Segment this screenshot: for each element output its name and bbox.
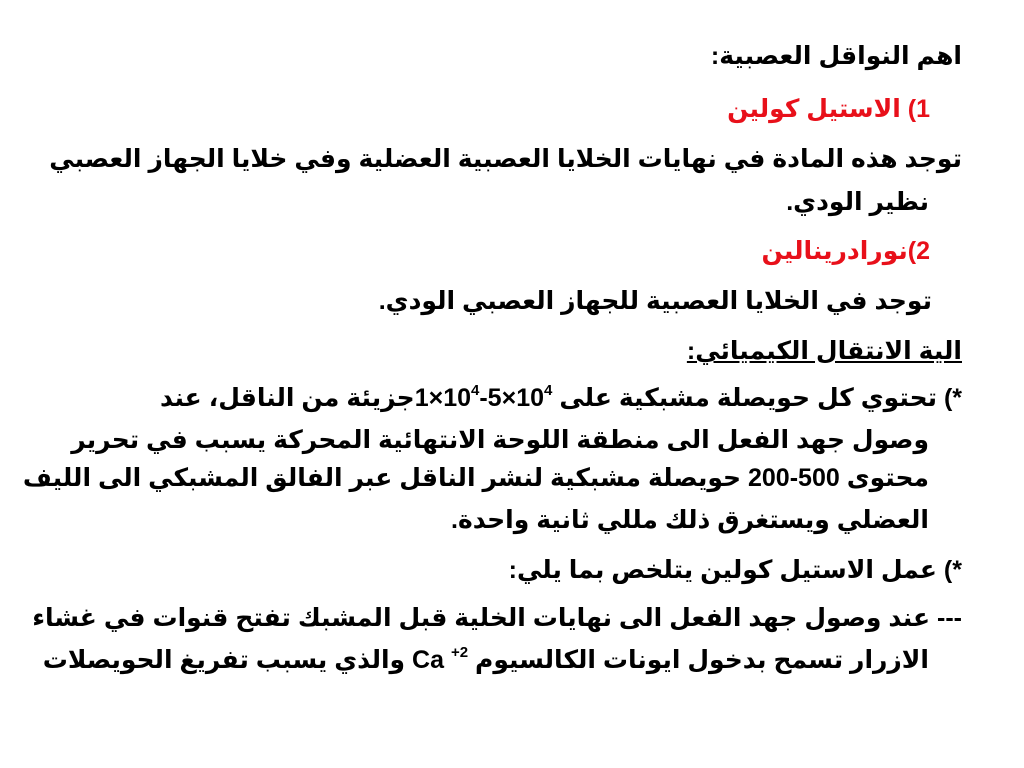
paragraph-3-line-1: *) تحتوي كل حويصلة مشبكية على $1\times 10^4-5\times 10^4جزيئة$ من الناقل، عند: [160, 381, 963, 412]
heading-text: اهم النواقل العصبية:: [710, 42, 962, 70]
paragraph-5-line-1: --- عند وصول جهد الفعل الى نهايات الخلية قبل المشبك تفتح قنوات في غشاء: [32, 604, 962, 632]
quantity-formula: $1\times 10^4-5\times 10^4$: [414, 381, 553, 412]
paragraph-4: *) عمل الاستيل كولين يتلخص بما يلي:: [508, 556, 962, 584]
calcium-ion: Ca $^{+2}$: [412, 643, 469, 674]
paragraph-5-line-2: الازرار تسمح بدخول ايونات الكالسيوم Ca $^{+2}$ والذي يسبب تفريغ الحويصلات: [42, 643, 929, 674]
paragraph-3-line-4: العضلي ويستغرق ذلك مللي ثانية واحدة.: [451, 506, 929, 534]
item-1-number: 1): [907, 95, 930, 123]
item-2-number: 2): [907, 237, 930, 265]
item-1-title: [727, 94, 930, 124]
paragraph-1-line-1: توجد هذه المادة في نهايات الخلايا العصبية العضلية وفي خلايا الجهاز العصبي: [49, 145, 962, 173]
paragraph-3-line-3: محتوى 500-200 حويصلة مشبكية لنشر الناقل عبر الفالق المشبكي الى الليف: [22, 464, 929, 492]
paragraph-3-line-2: وصول جهد الفعل الى منطقة اللوحة الانتهائية المحركة يسبب في تحرير: [71, 426, 929, 454]
item-2-label: نورادرينالين: [761, 237, 908, 265]
item-2-title: [761, 236, 930, 266]
paragraph-2: توجد في الخلايا العصبية للجهاز العصبي الودي.: [378, 287, 932, 315]
item-1-label: الاستيل كولين: [727, 95, 901, 123]
paragraph-1-line-2: نظير الودي.: [786, 188, 929, 216]
slide-heading: [711, 41, 962, 71]
mechanism-heading: الية الانتقال الكيميائي:: [686, 337, 962, 365]
